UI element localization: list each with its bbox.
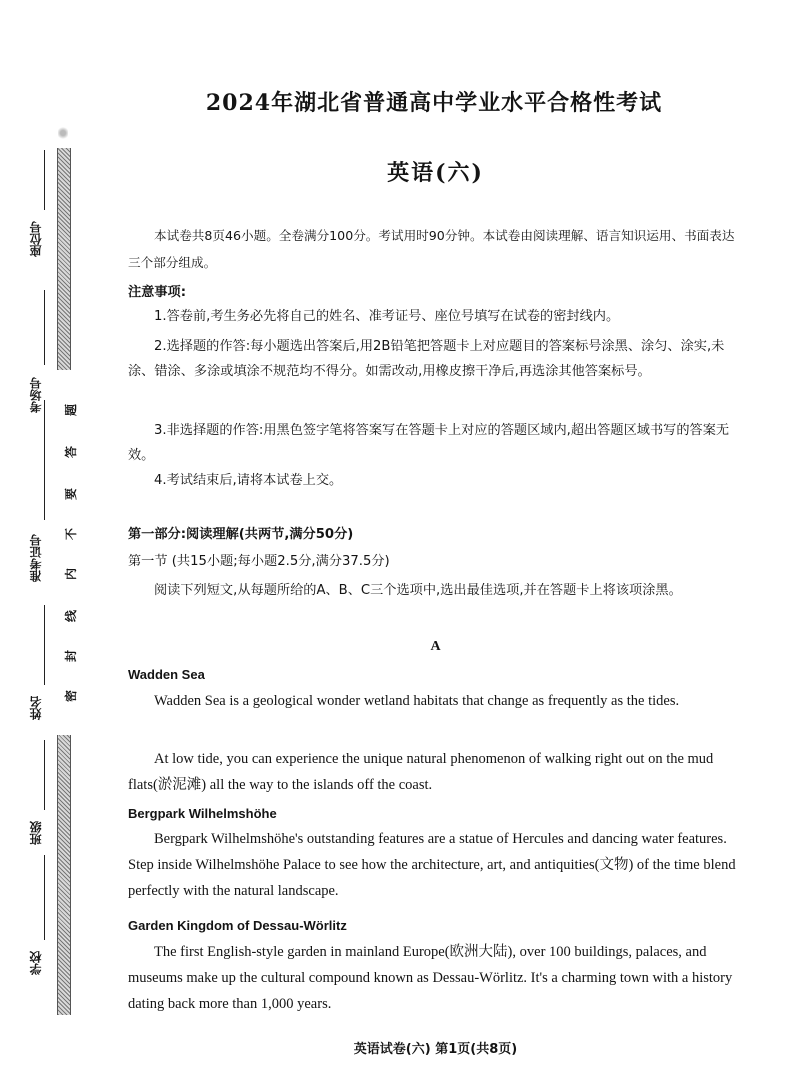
attraction-paragraph: Bergpark Wilhelmshöhe's outstanding features are a statue of Hercules and dancing water features. Step inside Wilhelmshöhe Palace to see how the architecture, art, and antiquities(文物) of the time blend perfectly with the natural landscape. — [128, 831, 736, 899]
attraction-paragraph: The first English-style garden in mainland Europe(欧洲大陆), over 100 buildings, palaces, and museums make up the cultural compound known as Dessau-Wörlitz. It's a charming town with a history dating back more than 1,000 years. — [128, 944, 733, 1012]
notice-item: 1.答卷前,考生务必先将自己的姓名、准考证号、座位号填写在试卷的密封线内。 — [154, 309, 620, 324]
seal-char: 要 — [64, 488, 78, 501]
ticket-number-line — [44, 400, 45, 520]
seal-hatch-top — [57, 148, 71, 370]
class-label: 班级 — [29, 821, 43, 845]
exam-title: 2024年湖北省普通高中学业水平合格性考试 — [205, 90, 663, 116]
room-number-line — [44, 290, 45, 365]
exam-summary: 本试卷共8页46小题。全卷满分100分。考试用时90分钟。本试卷由阅读理解、语言知识运用、书面表达三个部分组成。 — [128, 228, 735, 270]
attraction-title: Wadden Sea — [128, 667, 205, 682]
seat-number-label: 座位号 — [29, 221, 43, 257]
notice-heading: 注意事项: — [128, 285, 187, 300]
subject-title: 英语(六) — [387, 160, 484, 186]
page-footer: 英语试卷(六) 第1页(共8页) — [353, 1042, 518, 1057]
seal-hatch-bottom — [57, 735, 71, 1015]
notice-item: 3.非选择题的作答:用黑色签字笔将答案写在答题卡上对应的答题区域内,超出答题区域书写的答案无效。 — [128, 423, 730, 463]
attraction-title: Bergpark Wilhelmshöhe — [128, 806, 277, 821]
room-number-label: 考场号 — [29, 377, 43, 413]
part1-heading: 第一部分:阅读理解(共两节,满分50分) — [128, 527, 354, 542]
seal-char: 题 — [64, 404, 78, 417]
seal-char: 密 — [64, 690, 78, 703]
reading-instruction: 阅读下列短文,从每题所给的A、B、C三个选项中,选出最佳选项,并在答题卡上将该项涂黑。 — [154, 583, 682, 598]
name-label: 姓名 — [29, 696, 43, 720]
name-line — [44, 605, 45, 685]
seat-number-line — [44, 150, 45, 210]
seal-char: 答 — [64, 446, 78, 459]
binding-strip — [0, 0, 100, 1082]
attraction-paragraph: Wadden Sea is a geological wonder wetland habitats that change as frequently as the tides. — [154, 693, 680, 709]
section1-heading: 第一节 (共15小题;每小题2.5分,满分37.5分) — [128, 554, 390, 569]
passage-label: A — [430, 639, 441, 654]
seal-char: 不 — [64, 528, 78, 541]
school-label: 学校 — [29, 951, 43, 975]
attraction-title: Garden Kingdom of Dessau-Wörlitz — [128, 918, 347, 933]
seal-char: 封 — [64, 650, 78, 663]
class-line — [44, 740, 45, 810]
attraction-paragraph: At low tide, you can experience the unique natural phenomenon of walking right out on the mud flats(淤泥滩) all the way to the islands off the coast. — [128, 751, 714, 793]
notice-item: 2.选择题的作答:每小题选出答案后,用2B铅笔把答题卡上对应题目的答案标号涂黑、涂匀、涂实,未涂、错涂、多涂或填涂不规范均不得分。如需改动,用橡皮擦干净后,再选涂其他答案标号。 — [128, 339, 725, 379]
seal-char: 线 — [64, 610, 78, 623]
ticket-number-label: 准考证号 — [29, 534, 43, 582]
ink-mark — [58, 126, 68, 140]
seal-char: 内 — [64, 568, 78, 581]
notice-item: 4.考试结束后,请将本试卷上交。 — [154, 473, 343, 488]
school-line — [44, 855, 45, 940]
